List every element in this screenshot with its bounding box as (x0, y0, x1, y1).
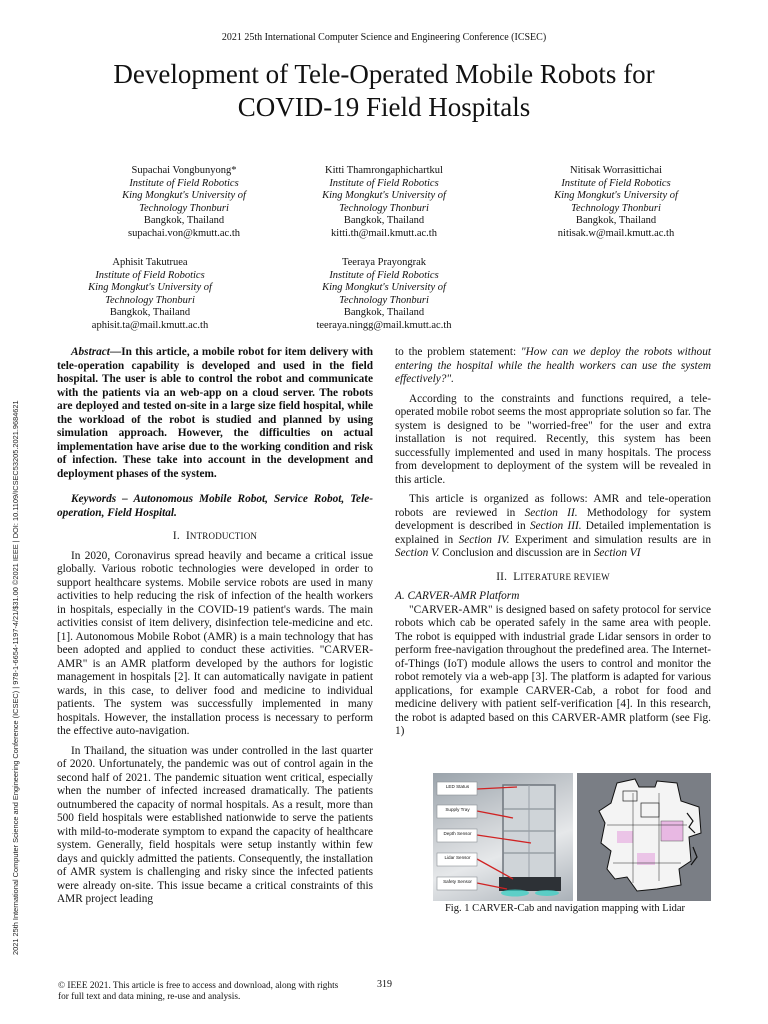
carver-amr-paragraph: "CARVER-AMR" is designed based on safety protocol for service robots which cab be operated safely in the same area with people. The robot is equipped with industrial grade Lidar sensors in order to perform free-navigation throughout the predefined area. The Internet-of-Things (IoT) module allows the users to control and monitor the robot remotely via a web-app [3]. The platform is adapted for various applications, for example CARVER-Cab, a robot for food and medicine delivery with patient self-verification [4]. In this research, the robot is adapted based on this CARVER-AMR platform (see Fig. 1) (395, 603, 711, 737)
solution-paragraph: According to the constraints and functions required, a tele-operated mobile robot seems the most appropriate solution so far. The system is designed to be "worried-free" for the user and extra installation is not required. Recently, this system has been successfully implemented and used in many hospitals. The process from development to deployment of the system will be revealed in this article. (395, 392, 711, 486)
org-text: This article is organized as follows: AMR and tele-operation robots are reviewed in (395, 493, 711, 519)
copyright-line-1: © IEEE 2021. This article is free to access and download, along with rights (58, 981, 339, 991)
conference-header: 2021 25th International Computer Science and Engineering Conference (ICSEC) (221, 32, 547, 43)
org-text: Experiment and simulation results are in (509, 533, 711, 546)
section-title-initial: I (185, 530, 190, 542)
page-number: 319 (377, 979, 392, 990)
label-safety-sensor: Safety Sensor (443, 879, 472, 884)
copyright-line-2: for full text and data mining, re-use and analysis. (58, 992, 241, 1002)
section-title-rest: NTRODUCTION (189, 531, 258, 541)
author-name: Supachai Vongbunyong* (131, 165, 237, 176)
title-line-1: Development of Tele-Operated Mobile Robots for (113, 59, 655, 89)
section-number: II. (496, 570, 508, 583)
abstract-text: —In this article, a mobile robot for item delivery with tele-operation capability is developed and used in the field hospital. The user is able to control the robot and communicate with the patients via an web-app on a cloud server. The robots are deployed and tested on-site in a large size field hospital, while the workload of the robot is studied and planned by using simulation approach. However, the difficulties on actual implementation have arise due to the working condition and risk of infection. These take into account in the development and deployment phases of the system. (57, 346, 373, 480)
author-block-4 (30, 257, 270, 333)
section-ii-link[interactable]: Section II. (524, 506, 578, 519)
abstract (57, 346, 373, 481)
title-line-2: COVID-19 Field Hospitals (237, 92, 531, 122)
org-text: Conclusion and discussion are in (439, 547, 594, 559)
label-supply-tray: Supply Tray (445, 807, 470, 812)
organization-paragraph (395, 493, 711, 561)
author-university-2: Technology Thonburi (571, 202, 661, 214)
section-iii-link[interactable]: Section III. (529, 520, 582, 532)
author-university-2: Technology Thonburi (105, 294, 195, 306)
author-block-5 (264, 257, 504, 333)
author-name: Kitti Thamrongaphichartkul (325, 165, 443, 176)
author-university: King Mongkut's University of (122, 190, 246, 202)
author-institute: Institute of Field Robotics (329, 269, 439, 281)
author-name: Nitisak Worrasittichai (570, 165, 662, 176)
right-column (395, 346, 711, 739)
problem-statement-quote: "How can we deploy the robots without entering the hospital while the health workers can use the system effectively?". (395, 346, 711, 385)
author-university: King Mongkut's University of (322, 190, 446, 202)
author-university-2: Technology Thonburi (139, 202, 229, 214)
section-title-initial: L (513, 570, 521, 583)
author-city: Bangkok, Thailand (343, 307, 425, 319)
author-university-2: Technology Thonburi (339, 294, 429, 306)
intro-paragraph-2: In Thailand, the situation was under controlled in the last quarter of 2020. Unfortunately, the pandemic was out of control again in the second half of 2021. The pandemic situation went critical, especially when the number of infected increased dramatically. The patients outnumbered the capacity of normal hospitals. As a result, more than 500 field hospitals were established nationwide to serve the patients with mild-to-moderate symptom to expand the capacity of healthcare system. Generally, field hospitals were setup instantly within few days and quickly admitted the patients. Consequently, the installation of AMR system is challenging and risky since the infected patients were already on-site. This issue became a critical constraints of this AMR project leading (57, 744, 373, 905)
label-led-status: LED Status (445, 784, 470, 789)
author-institute: Institute of Field Robotics (329, 177, 439, 189)
figure-1 (433, 773, 711, 901)
doi-sidebar: 2021 25th International Computer Science and Engineering Conference (ICSEC) | 978-1-6654-1197-4/21/$31.00 ©2021 IEEE | DOI: 10.1109/ICSEC53205.2021.9684621 (11, 400, 20, 955)
figure-1-caption: Fig. 1 CARVER-Cab and navigation mapping with Lidar (444, 903, 686, 914)
author-university-2: Technology Thonburi (339, 202, 429, 214)
author-university: King Mongkut's University of (88, 282, 212, 294)
lidar-navigation-map (577, 773, 711, 901)
copyright-footer (58, 981, 338, 1003)
left-column (57, 346, 373, 907)
author-university: King Mongkut's University of (322, 282, 446, 294)
paper-title (40, 58, 728, 124)
author-name: Aphisit Takutruea (112, 257, 188, 268)
author-email: teeraya.ningg@mail.kmutt.ac.th (316, 319, 452, 331)
problem-statement (395, 346, 711, 387)
section-heading-introduction (57, 530, 373, 544)
org-text: Detailed implementation is explained in (395, 520, 711, 546)
section-iv-link[interactable]: Section IV. (458, 533, 510, 546)
problem-statement-lead: to the problem statement: (395, 346, 521, 358)
author-email: supachai.von@kmutt.ac.th (127, 227, 241, 239)
section-title-rest: ITERATURE REVIEW (520, 571, 610, 582)
section-vi-link[interactable]: Section VI (593, 547, 641, 559)
author-email: aphisit.ta@mail.kmutt.ac.th (91, 319, 209, 331)
author-email: kitti.th@mail.kmutt.ac.th (331, 227, 437, 239)
org-text: Methodology for system development is described in (395, 506, 712, 532)
abstract-label: Abstract (71, 346, 110, 358)
author-block-2 (264, 165, 504, 241)
author-city: Bangkok, Thailand (343, 215, 425, 227)
map-illustration (577, 773, 711, 901)
keywords: Keywords – Autonomous Mobile Robot, Service Robot, Tele-operation, Field Hospital. (57, 493, 373, 519)
robot-photo (433, 773, 573, 901)
author-email: nitisak.w@mail.kmutt.ac.th (557, 227, 675, 239)
author-city: Bangkok, Thailand (143, 215, 225, 227)
subsection-heading-carver-amr: A. CARVER-AMR Platform (395, 590, 520, 602)
section-v-link[interactable]: Section V. (395, 547, 440, 559)
section-heading-literature-review (395, 571, 711, 585)
author-institute: Institute of Field Robotics (129, 177, 239, 189)
label-lidar-sensor: Lidar Sensor (444, 855, 471, 860)
section-number: I. (172, 530, 180, 542)
author-university: King Mongkut's University of (554, 190, 678, 202)
author-institute: Institute of Field Robotics (561, 177, 671, 189)
author-city: Bangkok, Thailand (575, 215, 657, 227)
author-city: Bangkok, Thailand (109, 307, 191, 319)
label-depth-sensor: Depth Sensor (443, 831, 472, 836)
author-institute: Institute of Field Robotics (95, 269, 205, 281)
author-name: Teeraya Prayongrak (341, 257, 427, 268)
intro-paragraph-1: In 2020, Coronavirus spread heavily and became a critical issue globally. Various robotic technologies were developed in order to support healthcare systems. Mobile service robots are used in many activities to help reducing the risk of infection of the health workers in hospitals, especially in the COVID-19 patient's wards. The main activities consist of item delivery, disinfection tele-medicine and etc. [1]. Autonomous Mobile Robot (AMR) is a main technology that has been adopted and applied to conduct these activities. "CARVER-AMR" is an AMR platform developed by the authors for logistic management in hospitals [2]. It can automatically navigate in patient wards, in this case, to deliver food and medicine to individual patients. The system was successfully implemented in many hospitals. However, the installation process is necessary to perform the effective auto-navigation. (57, 549, 373, 737)
author-block-3 (496, 165, 736, 241)
